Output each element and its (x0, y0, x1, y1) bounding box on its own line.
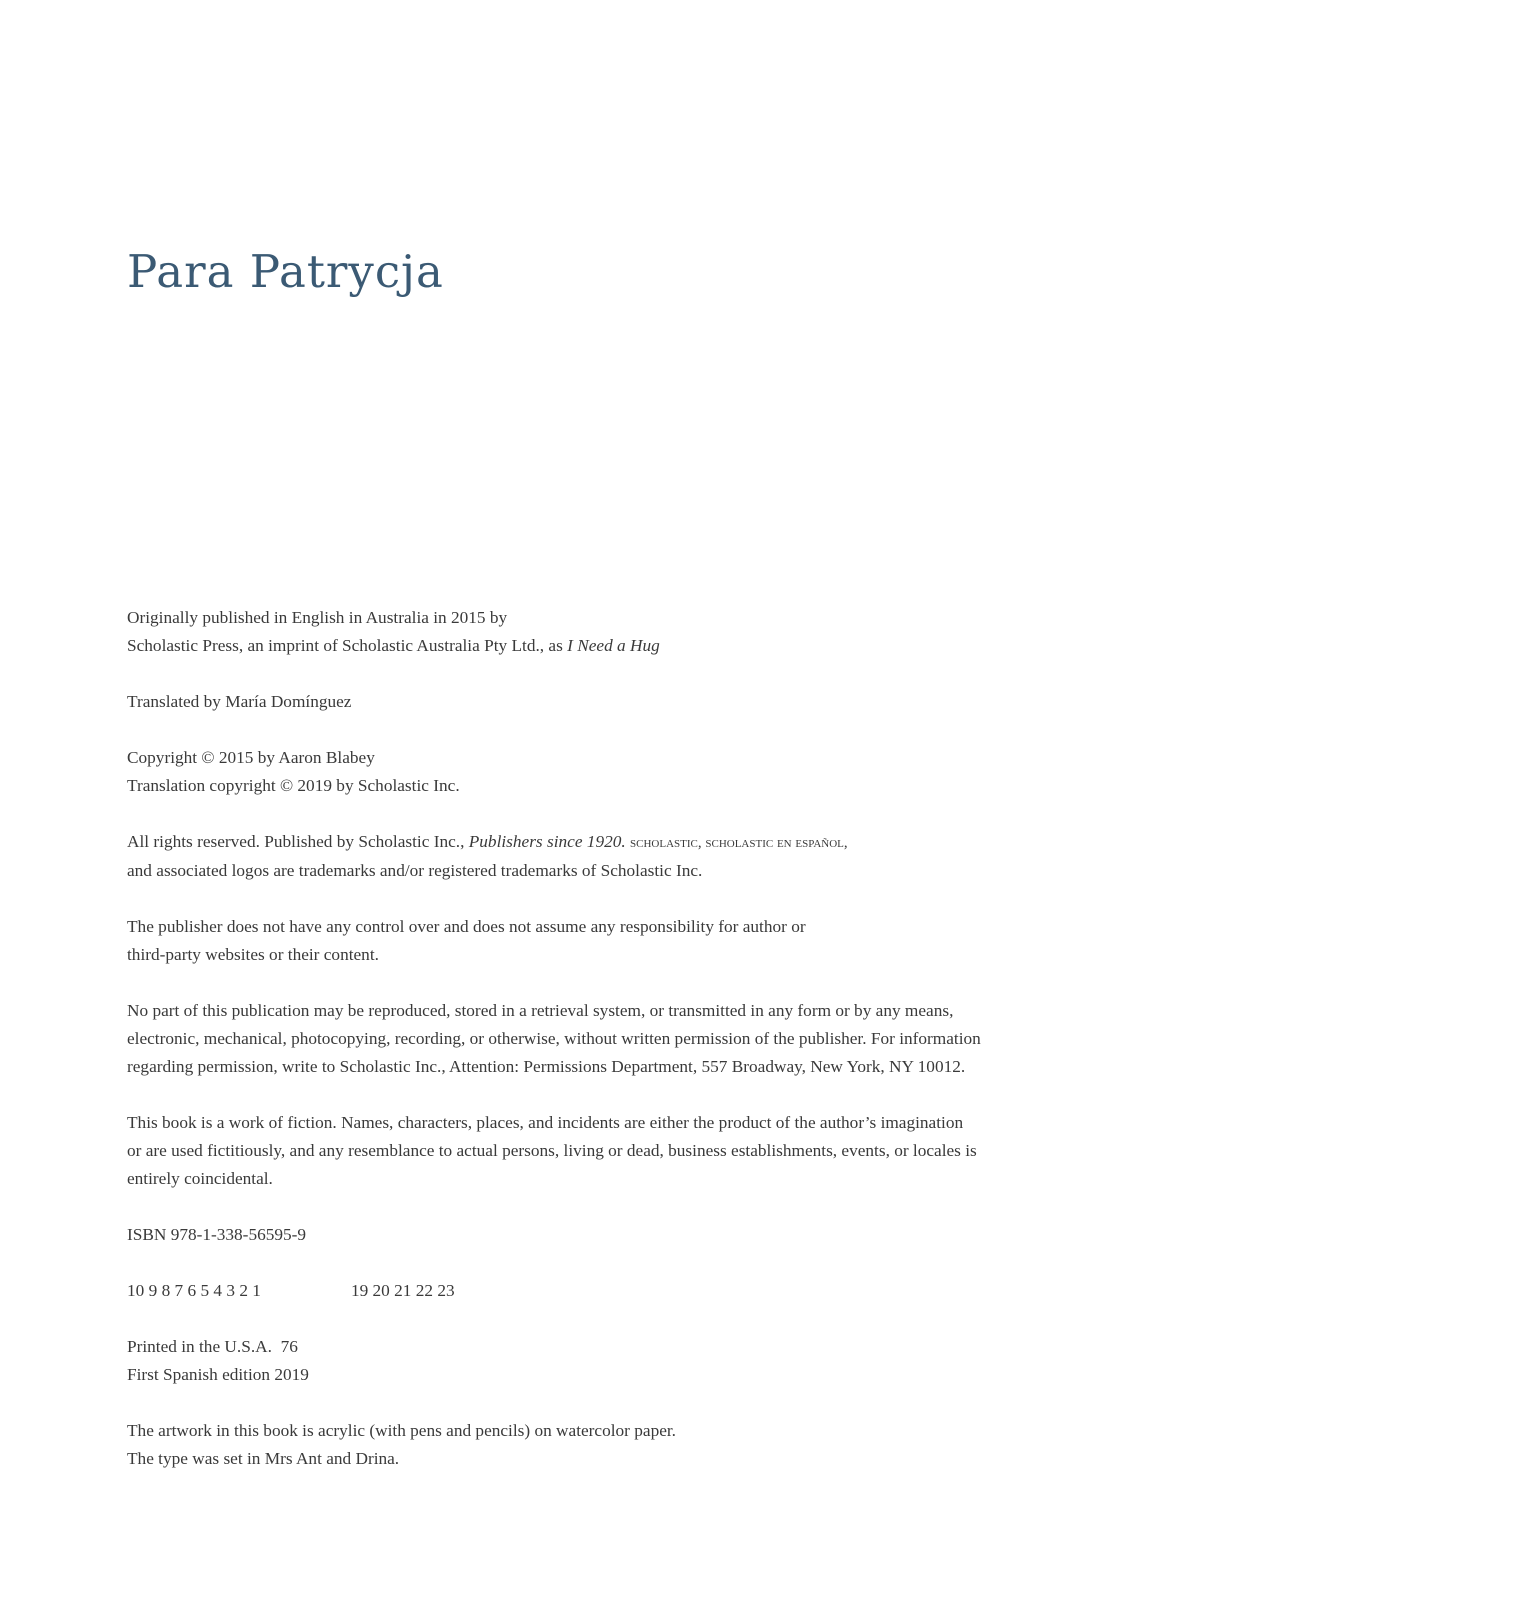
colophon (127, 1417, 1127, 1473)
copyright-notice (127, 744, 1127, 800)
printed-line-2: First Spanish edition 2019 (127, 1365, 309, 1384)
rights-line-1 (127, 828, 1127, 857)
printed-line-1: Printed in the U.S.A. 76 (127, 1337, 298, 1356)
trademark-names: scholastic, scholastic en español, (630, 835, 848, 851)
printing-row (127, 1277, 1127, 1305)
original-title: I Need a Hug (567, 636, 660, 655)
isbn-line: ISBN 978-1-338-56595-9 (127, 1225, 307, 1244)
origin-note (127, 604, 1127, 660)
colophon-line-1: The artwork in this book is acrylic (with pens and pencils) on watercolor paper. (127, 1421, 676, 1440)
disclaimer-line-2: third-party websites or their content. (127, 945, 379, 964)
fiction-line-1: This book is a work of fiction. Names, characters, places, and incidents are either the product of the author’s imagination (127, 1113, 964, 1132)
disclaimer-line-1: The publisher does not have any control over and does not assume any responsibility for author or (127, 917, 806, 936)
origin-line-1: Originally published in English in Australia in 2015 by (127, 608, 508, 627)
rights-line-2: and associated logos are trademarks and/or registered trademarks of Scholastic Inc. (127, 861, 703, 880)
fiction-line-2: or are used fictitiously, and any resemblance to actual persons, living or dead, business establishments, events, or locales is (127, 1141, 977, 1160)
copyright-line-1: Copyright © 2015 by Aaron Blabey (127, 748, 375, 767)
fiction-notice (127, 1109, 1127, 1193)
fiction-line-3: entirely coincidental. (127, 1169, 273, 1188)
translator-line: Translated by María Domínguez (127, 692, 352, 711)
origin-line-2 (127, 632, 1127, 660)
rights-notice (127, 828, 1127, 885)
reproduction-line-2: electronic, mechanical, photocopying, recording, or otherwise, without written permission of the publisher. For information (127, 1029, 981, 1048)
rights-italic: Publishers since 1920. (468, 832, 626, 851)
copyright-line-2: Translation copyright © 2019 by Scholastic Inc. (127, 776, 460, 795)
rights-prefix: All rights reserved. Published by Scholastic Inc., (127, 832, 469, 851)
reproduction-notice (127, 997, 1127, 1081)
isbn-block (127, 1221, 1127, 1249)
translator-credit (127, 688, 1127, 716)
printing-years: 19 20 21 22 23 (350, 1281, 455, 1300)
reproduction-line-3: regarding permission, write to Scholastic Inc., Attention: Permissions Department, 557 Broadway, New York, NY 10012. (127, 1057, 966, 1076)
printing-line (127, 1277, 1127, 1305)
copyright-page-text (127, 604, 1127, 1501)
colophon-line-2: The type was set in Mrs Ant and Drina. (127, 1449, 400, 1468)
reproduction-line-1: No part of this publication may be reproduced, stored in a retrieval system, or transmitted in any form or by any means, (127, 1001, 954, 1020)
dedication-heading: Para Patrycja (127, 245, 444, 298)
publisher-disclaimer (127, 913, 1127, 969)
printed-info (127, 1333, 1127, 1389)
printing-numbers: 10 9 8 7 6 5 4 3 2 1 (127, 1281, 261, 1300)
origin-line-2-text: Scholastic Press, an imprint of Scholastic Australia Pty Ltd., as (127, 636, 568, 655)
